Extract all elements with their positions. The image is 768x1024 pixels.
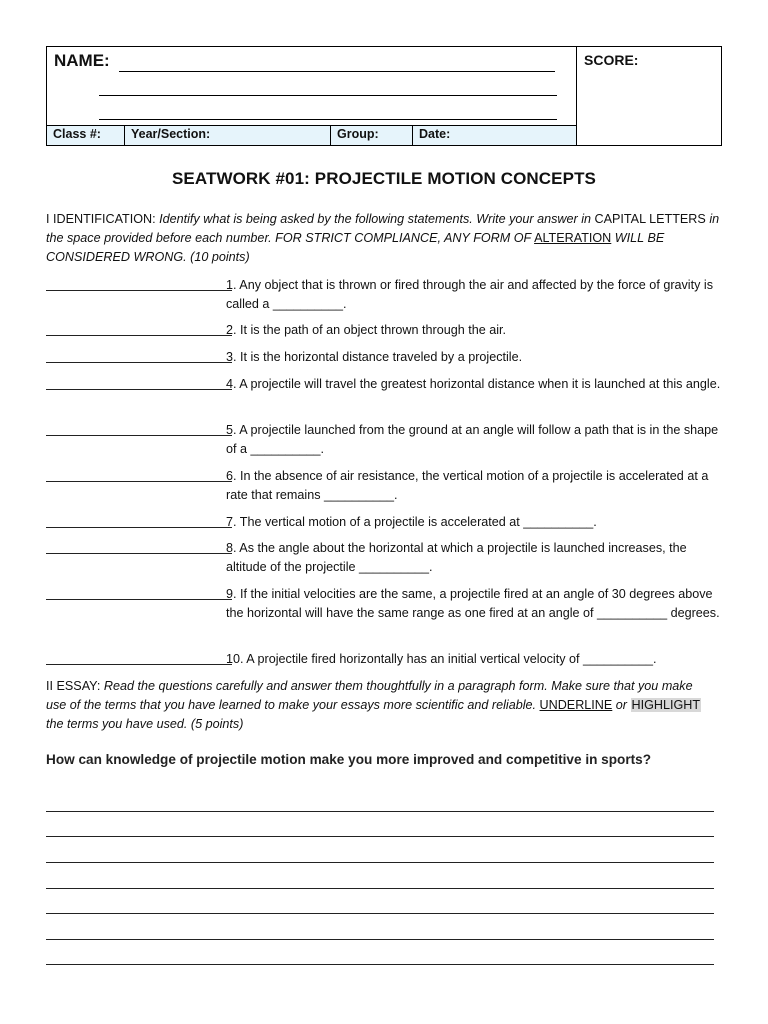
answer-blank-7[interactable] xyxy=(46,527,232,528)
identification-label: I IDENTIFICATION: xyxy=(46,212,156,226)
identification-instr-2: in the space provided before each number. FOR STRICT COMPLIANCE, ANY FORM OF xyxy=(46,212,720,245)
item-text-9: 9. If the initial velocities are the same, a projectile fired at an angle of 30 degrees above the horizontal will have the same range as one fired at an angle of __________ degrees. xyxy=(226,587,720,620)
name-label: NAME: xyxy=(54,51,110,70)
class-number-cell[interactable] xyxy=(47,126,125,145)
score-label: SCORE: xyxy=(584,52,639,68)
essay-answer-line-6[interactable] xyxy=(46,939,714,940)
name-line-2[interactable] xyxy=(99,95,557,96)
answer-blank-3[interactable] xyxy=(46,362,232,363)
identification-instr-1: Identify what is being asked by the following statements. Write your answer in xyxy=(159,212,592,226)
essay-label: II ESSAY: xyxy=(46,679,101,693)
name-line-1[interactable] xyxy=(119,71,555,72)
capital-letters-text: CAPITAL LETTERS xyxy=(594,212,706,226)
score-area[interactable] xyxy=(577,47,721,145)
essay-answer-line-2[interactable] xyxy=(46,836,714,837)
answer-blank-5[interactable] xyxy=(46,435,232,436)
alteration-text: ALTERATION xyxy=(534,231,612,245)
item-text-4: 4. A projectile will travel the greatest horizontal distance when it is launched at this angle. xyxy=(226,377,721,391)
identification-instructions xyxy=(46,210,726,267)
item-text-10: 10. A projectile fired horizontally has an initial vertical velocity of __________. xyxy=(226,652,657,666)
date-cell[interactable] xyxy=(413,126,575,145)
answer-blank-8[interactable] xyxy=(46,553,232,554)
item-text-2: 2. It is the path of an object thrown through the air. xyxy=(226,323,507,337)
answer-blank-9[interactable] xyxy=(46,599,232,600)
item-text-1: 1. Any object that is thrown or fired through the air and affected by the force of gravity is called a __________. xyxy=(226,278,713,311)
name-line-3[interactable] xyxy=(99,119,557,120)
worksheet-title: SEATWORK #01: PROJECTILE MOTION CONCEPTS xyxy=(171,169,596,188)
essay-answer-line-7[interactable] xyxy=(46,964,714,965)
student-info-box xyxy=(46,46,722,146)
item-text-5: 5. A projectile launched from the ground at an angle will follow a path that is in the shape of a __________. xyxy=(226,423,719,456)
essay-instructions xyxy=(46,677,716,734)
class-info-row xyxy=(47,125,577,145)
essay-instr-2: the terms you have used. (5 points) xyxy=(46,717,244,731)
essay-answer-line-5[interactable] xyxy=(46,913,714,914)
year-section-label: Year/Section: xyxy=(131,127,211,141)
essay-answer-line-1[interactable] xyxy=(46,811,714,812)
group-cell[interactable] xyxy=(331,126,413,145)
item-text-8: 8. As the angle about the horizontal at which a projectile is launched increases, the altitude of the projectile __________. xyxy=(226,541,687,574)
item-text-3: 3. It is the horizontal distance traveled by a projectile. xyxy=(226,350,523,364)
item-text-7: 7. The vertical motion of a projectile is accelerated at __________. xyxy=(226,515,597,529)
class-number-label: Class #: xyxy=(53,127,101,141)
underline-text: UNDERLINE xyxy=(539,698,613,712)
answer-blank-6[interactable] xyxy=(46,481,232,482)
or-text: or xyxy=(615,698,627,712)
essay-instr-1: Read the questions carefully and answer them thoughtfully in a paragraph form. Make sure that you make use of the terms that you have learned to make your essays more scientific and reliable. xyxy=(46,679,693,712)
item-text-6: 6. In the absence of air resistance, the vertical motion of a projectile is accelerated at a rate that remains __________. xyxy=(226,469,709,502)
name-area xyxy=(47,47,577,125)
essay-answer-line-4[interactable] xyxy=(46,888,714,889)
identification-instr-3: WILL BE CONSIDERED WRONG. (10 points) xyxy=(46,231,665,264)
year-section-cell[interactable] xyxy=(125,126,331,145)
essay-answer-line-3[interactable] xyxy=(46,862,714,863)
group-label: Group: xyxy=(337,127,379,141)
answer-blank-4[interactable] xyxy=(46,389,232,390)
answer-blank-10[interactable] xyxy=(46,664,232,665)
date-label: Date: xyxy=(419,127,451,141)
essay-question: How can knowledge of projectile motion make you more improved and competitive in sports? xyxy=(46,752,652,767)
highlight-text: HIGHLIGHT xyxy=(631,698,701,712)
answer-blank-2[interactable] xyxy=(46,335,232,336)
answer-blank-1[interactable] xyxy=(46,290,232,291)
